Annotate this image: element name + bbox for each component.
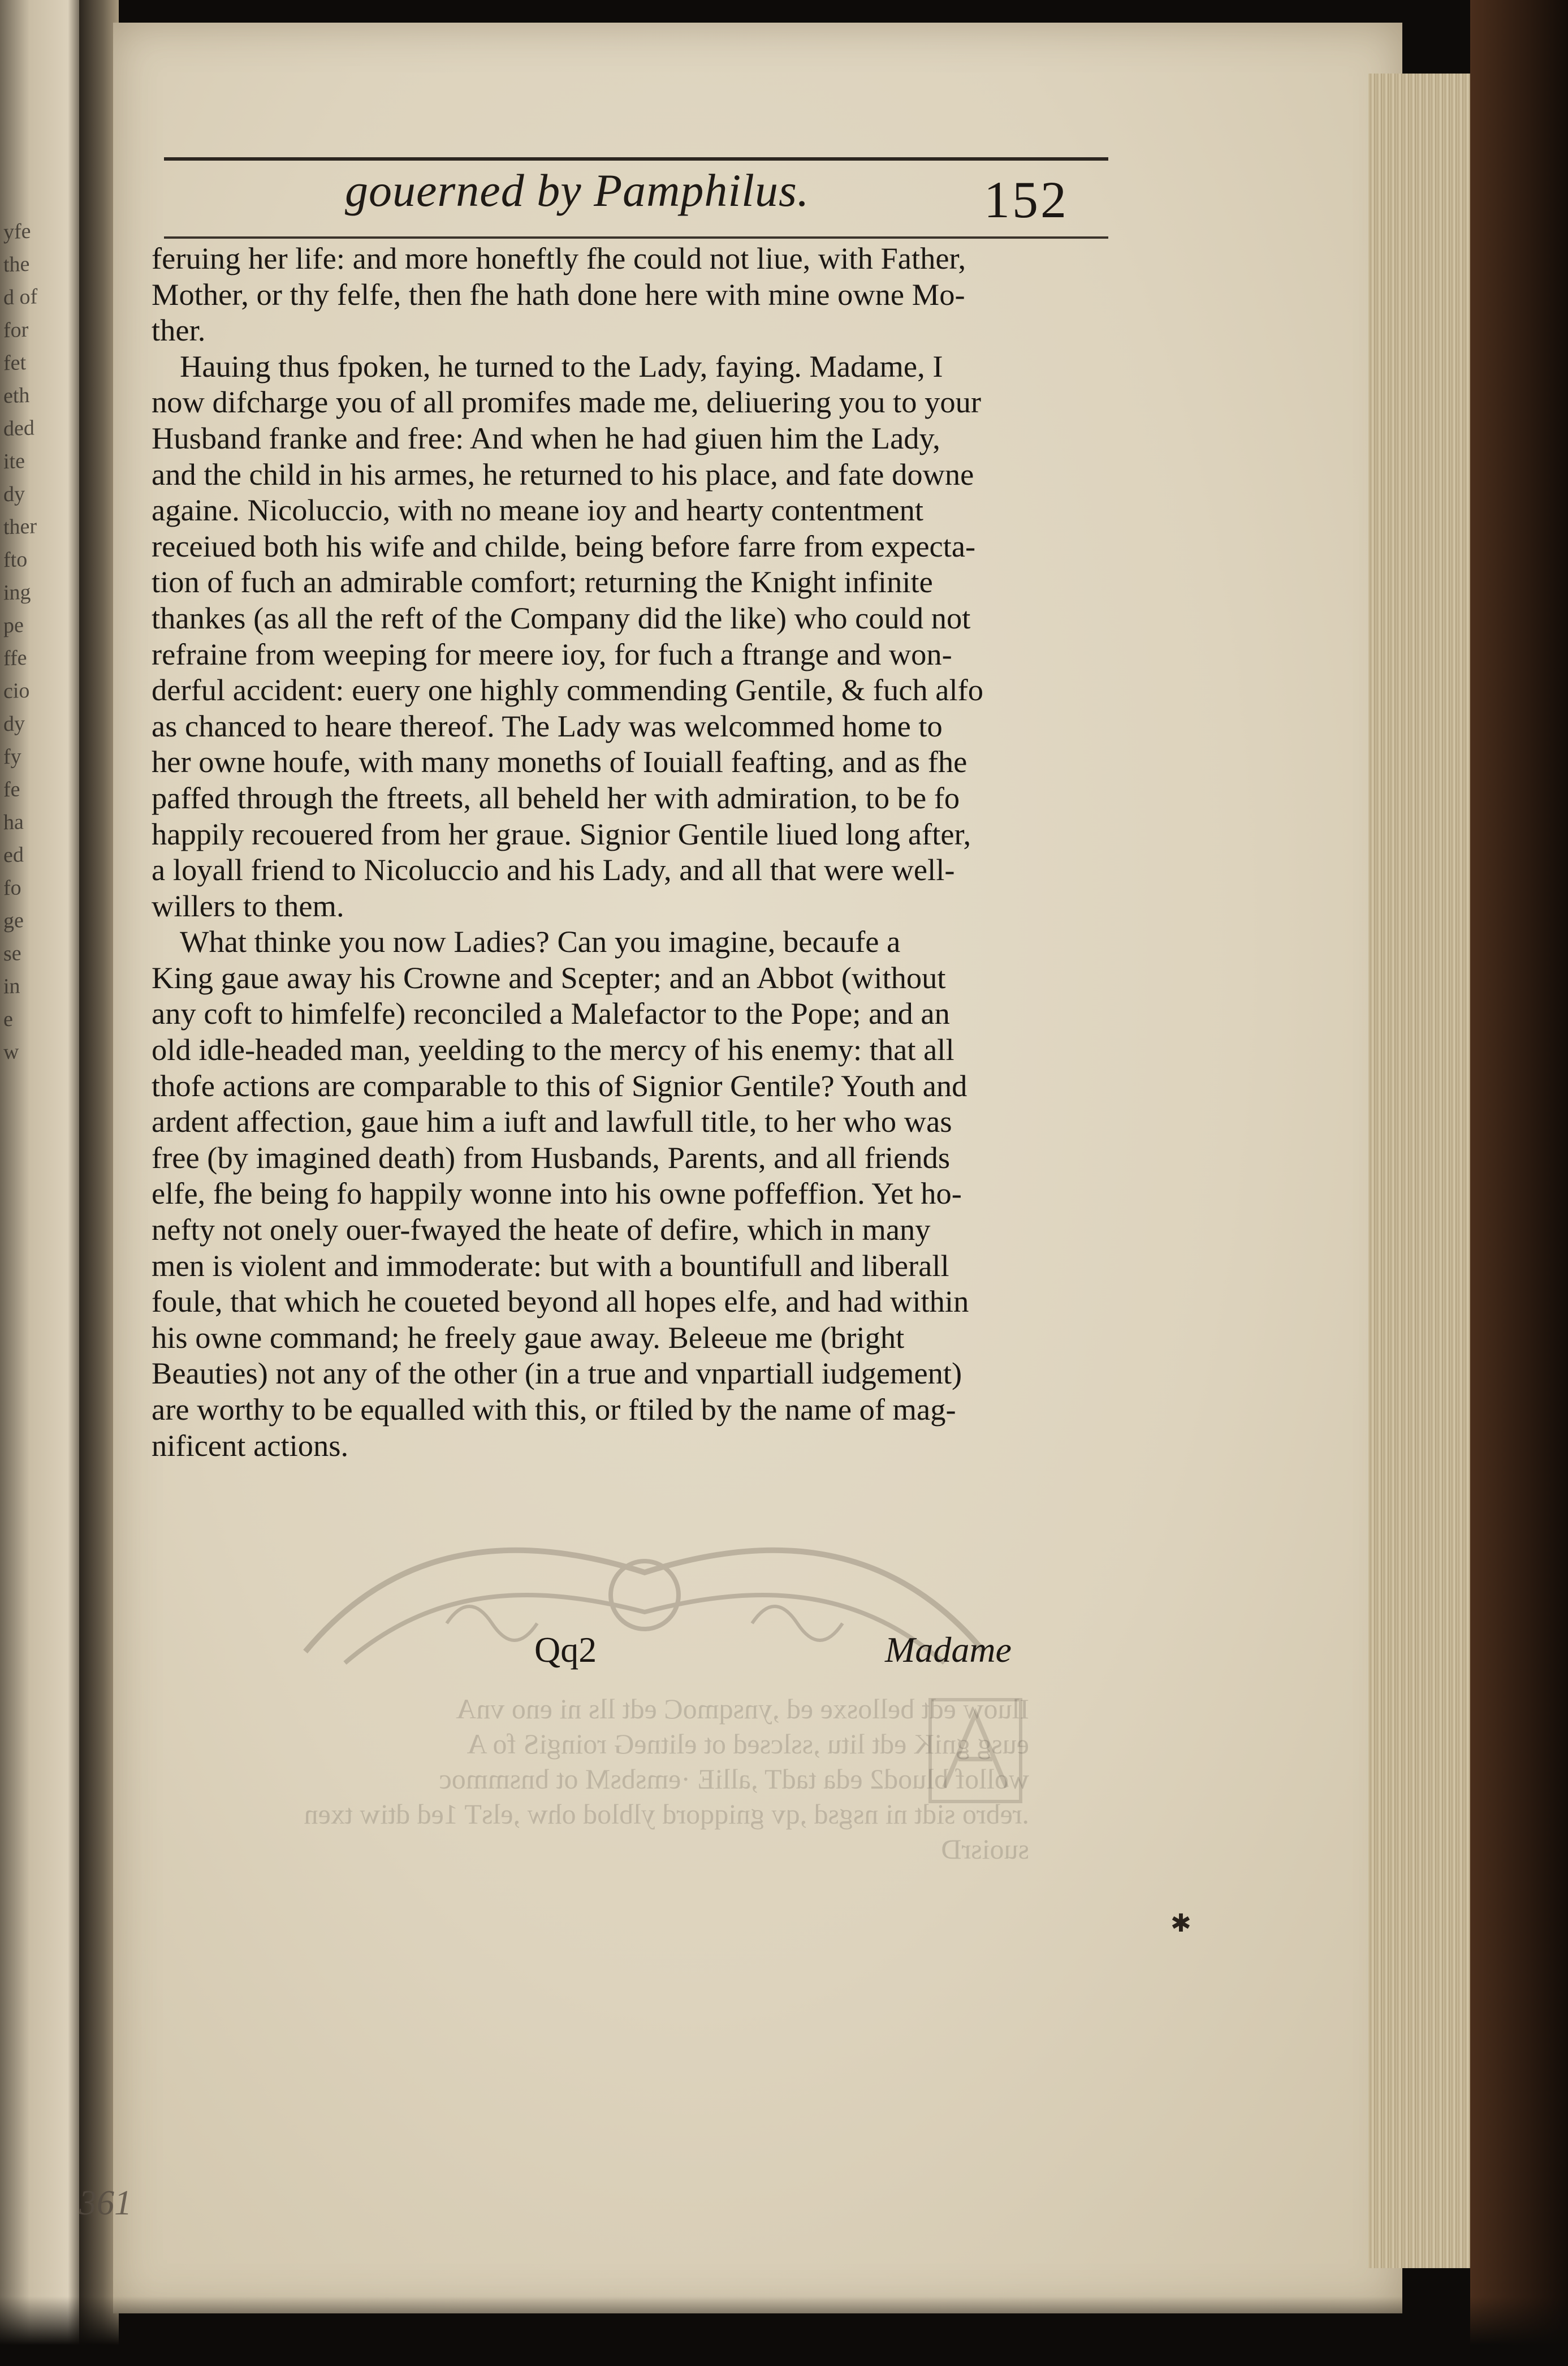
text-line: her owne houfe, with many moneths of Iouiall feafting, and as fhe — [152, 744, 967, 779]
text-line: free (by imagined death) from Husbands, Parents, and all friends — [152, 1140, 951, 1175]
text-line: feruing her life: and more honeftly fhe could not liue, with Father, — [152, 241, 966, 275]
text-line: thankes (as all the reft of the Company did the like) who could not — [152, 600, 971, 635]
text-line: foule, that which he coueted beyond all hopes elfe, and had within — [152, 1284, 969, 1319]
pencil-annotation: 361 — [79, 2184, 132, 2222]
reverse-side-bleed-through: Iluow edt bellosxe ed ,ynsqmoC edt lls ni eno vnA eusg gniK edt litu ,sslcsed ot elitneG roingiS fo A wollof bluod2 eda tadT ,alliE ·emsbsM ot bnsmmoc .rebro sidt ni nsgsd ,qv gniqqord ylblod ohw ,elsT 1ed dtiw txen suoisrD — [304, 1693, 1029, 1865]
running-head: gouerned by Pamphilus. — [345, 165, 810, 216]
text-line: refraine from weeping for meere ioy, for fuch a ftrange and won- — [152, 636, 952, 671]
book-cover-edge — [1470, 0, 1568, 2366]
bottom-shadow — [0, 2296, 1568, 2366]
bleed-through-initial — [927, 1697, 1023, 1804]
text-line: thofe actions are comparable to this of Signior Gentile? Youth and — [152, 1068, 967, 1103]
text-line: ther. — [152, 313, 206, 348]
text-line: old idle-headed man, yeelding to the mercy of his enemy: that all — [152, 1032, 954, 1067]
text-line: Mother, or thy felfe, then fhe hath done here with mine owne Mo- — [152, 277, 965, 312]
text-line: a loyall friend to Nicoluccio and his Lady, and all that were well- — [152, 852, 955, 887]
text-line: Beauties) not any of the other (in a true and vnpartiall iudgement) — [152, 1356, 962, 1391]
text-line: are worthy to be equalled with this, or ftiled by the name of mag- — [152, 1392, 956, 1427]
page-edges-stack — [1368, 74, 1481, 2268]
text-line: derful accident: euery one highly commending Gentile, & fuch alfo — [152, 673, 983, 708]
text-line: men is violent and immoderate: but with a bountifull and liberall — [152, 1248, 949, 1283]
text-line: any coft to himfelfe) reconciled a Malefactor to the Pope; and an — [152, 996, 950, 1031]
text-line: tion of fuch an admirable comfort; returning the Knight infinite — [152, 564, 933, 600]
text-line: nificent actions. — [152, 1428, 349, 1463]
text-line: What thinke you now Ladies? Can you imagine, becaufe a — [180, 924, 901, 959]
text-line: elfe, fhe being fo happily wonne into his owne poffeffion. Yet ho- — [152, 1176, 962, 1211]
text-line: Hauing thus fpoken, he turned to the Lady, faying. Madame, I — [180, 348, 943, 383]
text-line: receiued both his wife and childe, being before farre from expecta- — [152, 528, 976, 563]
header-rule — [164, 157, 1108, 161]
facing-page-text-fragments: yfe the d of for fet eth ded ite dy ther fto ing pe ffe cio dy fy fe ha ed fo ge se in e w — [3, 219, 38, 1065]
body-text — [152, 240, 1022, 1463]
text-line: againe. Nicoluccio, with no meane ioy and hearty contentment — [152, 493, 924, 528]
margin-mark: ✱ — [1170, 1910, 1191, 1937]
text-line: King gaue away his Crowne and Scepter; and an Abbot (without — [152, 960, 946, 995]
text-line: as chanced to heare thereof. The Lady was welcommed home to — [152, 708, 943, 743]
text-line: and the child in his armes, he returned to his place, and fate downe — [152, 456, 974, 492]
text-line: paffed through the ftreets, all beheld her with admiration, to be fo — [152, 780, 960, 815]
page-number: 152 — [984, 171, 1069, 229]
text-line: happily recouered from her graue. Signior Gentile liued long after, — [152, 816, 971, 851]
text-line: ardent affection, gaue him a iuft and lawfull title, to her who was — [152, 1104, 952, 1139]
catchword: Madame — [885, 1630, 1012, 1670]
facing-page-edge — [0, 0, 85, 2366]
text-line: his owne command; he freely gaue away. Beleeue me (bright — [152, 1320, 905, 1355]
text-line: Husband franke and free: And when he had giuen him the Lady, — [152, 420, 940, 455]
text-line: willers to them. — [152, 888, 344, 923]
header-underline — [164, 236, 1108, 239]
text-line: nefty not onely ouer-fwayed the heate of defire, which in many — [152, 1212, 931, 1247]
text-line: now difcharge you of all promifes made me, deliuering you to your — [152, 385, 982, 420]
signature-mark: Qq2 — [534, 1630, 597, 1670]
